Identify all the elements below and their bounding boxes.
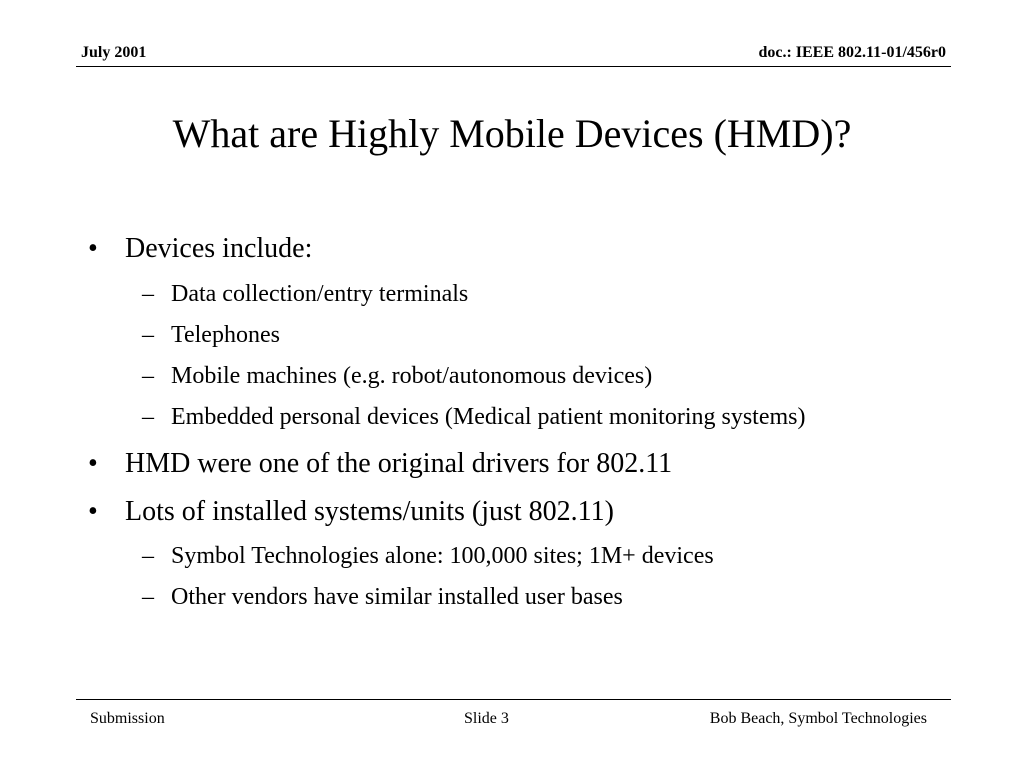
bullet-marker: • [88, 496, 98, 527]
sub-bullet-marker: – [142, 322, 154, 348]
sub-bullet-text: Symbol Technologies alone: 100,000 sites; 1M+ devices [171, 543, 714, 569]
bullet-text: Devices include: [125, 233, 313, 264]
footer-slide-number: Slide 3 [464, 710, 509, 727]
footer-author: Bob Beach, Symbol Technologies [709, 710, 927, 727]
sub-bullet-marker: – [142, 584, 154, 610]
sub-bullet-marker: – [142, 281, 154, 307]
sub-bullet-marker: – [142, 543, 154, 569]
footer-submission: Submission [90, 710, 165, 727]
header-doc-id: doc.: IEEE 802.11-01/456r0 [758, 44, 946, 61]
sub-bullet-marker: – [142, 404, 154, 430]
slide-title: What are Highly Mobile Devices (HMD)? [172, 111, 852, 156]
sub-bullet-text: Other vendors have similar installed user bases [171, 584, 623, 610]
header-date: July 2001 [81, 44, 147, 61]
footer-divider [76, 699, 951, 700]
sub-bullet-marker: – [142, 363, 154, 389]
sub-bullet-text: Embedded personal devices (Medical patient monitoring systems) [171, 404, 806, 430]
bullet-marker: • [88, 233, 98, 264]
bullet-marker: • [88, 448, 98, 479]
bullet-text: HMD were one of the original drivers for 802.11 [125, 448, 673, 479]
sub-bullet-text: Telephones [171, 322, 280, 348]
bullet-text: Lots of installed systems/units (just 802.11) [125, 496, 614, 527]
sub-bullet-text: Mobile machines (e.g. robot/autonomous devices) [171, 363, 653, 389]
sub-bullet-text: Data collection/entry terminals [171, 281, 469, 307]
